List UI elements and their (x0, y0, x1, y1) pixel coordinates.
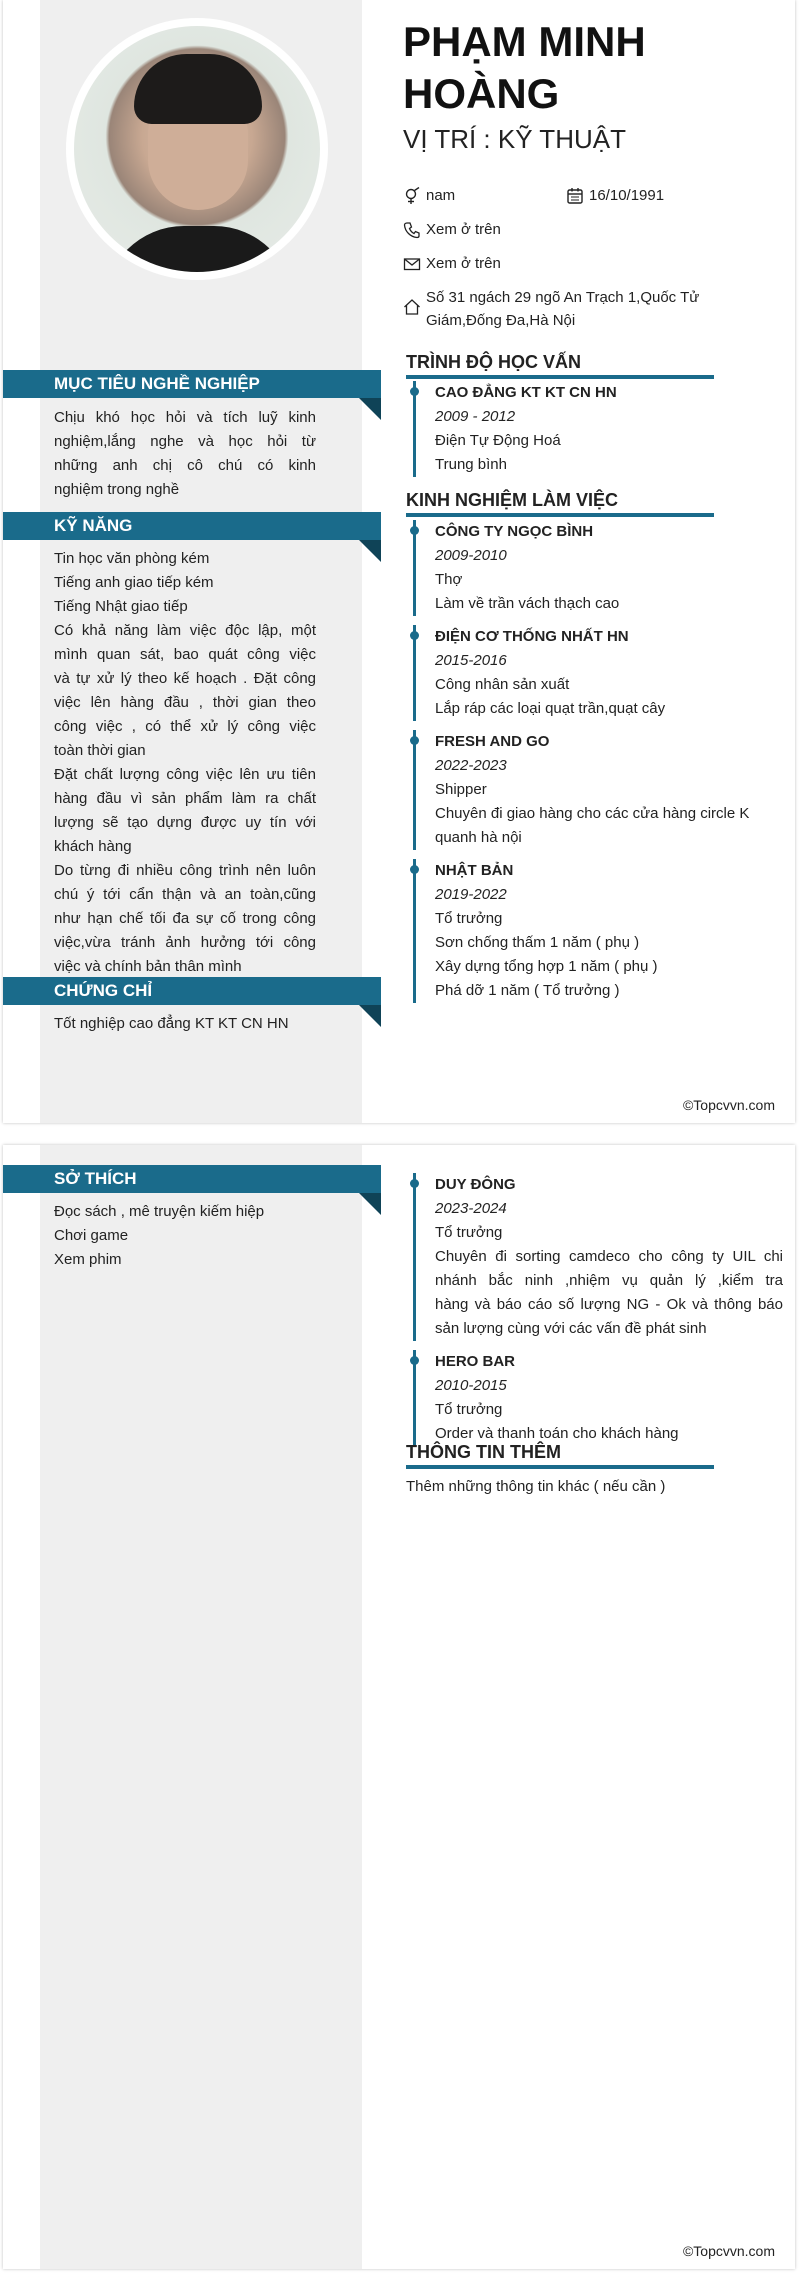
gender-value: nam (426, 187, 456, 204)
extra-info-text: Thêm những thông tin khác ( nếu cần ) (406, 1478, 666, 1495)
email-icon (403, 255, 421, 273)
experience-line: Công nhân sản xuất (435, 676, 570, 693)
cv-page-1 (3, 0, 795, 1123)
experience-line: Sơn chống thấm 1 năm ( phụ ) (435, 934, 640, 951)
certificates-title: CHỨNG CHỈ (54, 981, 153, 1000)
experience-date: 2023-2024 (435, 1200, 507, 1217)
email-value: Xem ở trên (426, 255, 501, 272)
extra-info-heading: THÔNG TIN THÊM (406, 1440, 714, 1469)
experience-date: 2022-2023 (435, 757, 507, 774)
experience-line: Order và thanh toán cho khách hàng (435, 1425, 679, 1442)
skill-line: toàn thời gian (54, 742, 146, 759)
experience-line: Tổ trưởng (435, 1224, 503, 1241)
certificate-line: Tốt nghiệp cao đẳng KT KT CN HN (54, 1015, 289, 1032)
timeline-dot (410, 387, 419, 396)
skill-line: khách hàng (54, 838, 132, 855)
skill-line: Tin học văn phòng kém (54, 550, 210, 567)
skill-line: việc,vừa tránh ảnh hưởng tới công (54, 934, 316, 951)
experience-item (413, 1350, 679, 1446)
objective-title: MỤC TIÊU NGHỀ NGHIỆP (54, 374, 260, 393)
experience-company: HERO BAR (435, 1353, 516, 1370)
experience-line: Chuyên đi giao hàng cho các cửa hàng circle K (435, 805, 750, 822)
section-skills (3, 512, 381, 540)
cv-page-2 (3, 1145, 795, 2269)
section-hobbies (3, 1165, 381, 1193)
skill-line: Do từng đi nhiều công trình nên luôn (54, 862, 316, 879)
education-item (413, 381, 617, 477)
footer-watermark: ©Topcvvn.com (682, 1097, 775, 1113)
hobbies-text (54, 1200, 316, 1272)
experience-item (413, 730, 749, 850)
skill-line: lượng sẽ tạo dựng được uy tín với (54, 814, 316, 831)
candidate-name (403, 16, 783, 120)
experience-line: Lắp ráp các loại quạt trần,quạt cây (435, 700, 666, 717)
skill-line: chú ý tới cẩn thận và an toàn,cũng (54, 886, 316, 903)
experience-line: Shipper (435, 781, 487, 798)
email-row (403, 252, 501, 275)
education-heading: TRÌNH ĐỘ HỌC VẤN (406, 350, 714, 379)
hobbies-title: SỞ THÍCH (54, 1169, 137, 1188)
phone-icon (403, 221, 421, 239)
objective-text (54, 406, 316, 502)
skill-line: công việc , có thể xử lý công việc (54, 718, 316, 735)
experience-line: Chuyên đi sorting camdeco cho công ty UIL chi (435, 1248, 783, 1265)
experience-line: sản lượng cùng với các vấn đề phát sinh (435, 1320, 707, 1337)
education-date: 2009 - 2012 (435, 408, 516, 425)
experience-line: quanh hà nội (435, 829, 522, 846)
timeline-dot (410, 1179, 419, 1188)
timeline-dot (410, 631, 419, 640)
experience-company: ĐIỆN CƠ THỐNG NHẤT HN (435, 628, 629, 645)
phone-row (403, 218, 501, 241)
footer-watermark: ©Topcvvn.com (682, 2243, 775, 2259)
objective-line: nghiệm,lắng nghe và học hỏi từ (54, 433, 316, 450)
timeline-dot (410, 1356, 419, 1365)
experience-item (413, 625, 665, 721)
experience-line: Xây dựng tổng hợp 1 năm ( phụ ) (435, 958, 658, 975)
experience-line: Phá dỡ 1 năm ( Tổ trưởng ) (435, 982, 620, 999)
hobby-line: Chơi game (54, 1227, 129, 1244)
skills-title: KỸ NĂNG (54, 516, 133, 535)
skill-line: hàng đầu vì sản phẩm làm ra chất (54, 790, 316, 807)
gender-icon (403, 187, 421, 205)
objective-line: những anh chị cô chú có kinh (54, 457, 316, 474)
timeline-dot (410, 865, 419, 874)
experience-line: Làm về trần vách thạch cao (435, 595, 620, 612)
sidebar (40, 1145, 362, 2269)
timeline-dot (410, 526, 419, 535)
education-school: CAO ĐẲNG KT KT CN HN (435, 384, 617, 401)
birthday-value: 16/10/1991 (589, 187, 665, 204)
address-line: Số 31 ngách 29 ngõ An Trạch 1,Quốc Tử (426, 289, 700, 306)
calendar-icon (566, 187, 584, 205)
hobby-line: Xem phim (54, 1251, 122, 1268)
gender-row (403, 184, 455, 207)
certificates-text (54, 1012, 316, 1036)
section-objective (3, 370, 381, 398)
objective-line: Chịu khó học hỏi và tích luỹ kinh (54, 409, 316, 426)
experience-line: nhánh bắc ninh ,nhiệm vụ quản lý ,kiểm tra (435, 1272, 783, 1289)
experience-item (413, 859, 658, 1003)
skill-line: Có khả năng làm việc độc lập, một (54, 622, 316, 639)
experience-line: Tổ trưởng (435, 910, 503, 927)
experience-date: 2010-2015 (435, 1377, 507, 1394)
experience-date: 2009-2010 (435, 547, 507, 564)
skill-line: Đặt chất lượng công việc lên ưu tiên (54, 766, 316, 783)
experience-date: 2015-2016 (435, 652, 507, 669)
experience-company: NHẬT BẢN (435, 862, 514, 879)
birthday-row (566, 184, 664, 207)
experience-line: Thợ (435, 571, 463, 588)
experience-company: DUY ĐÔNG (435, 1176, 516, 1193)
experience-item (413, 1173, 783, 1341)
address-row (403, 286, 699, 332)
skill-line: việc lên hàng đầu , thời gian theo (54, 694, 316, 711)
position-title: VỊ TRÍ : KỸ THUẬT (403, 124, 626, 154)
home-icon (403, 298, 421, 316)
experience-date: 2019-2022 (435, 886, 507, 903)
experience-line: Tổ trưởng (435, 1401, 503, 1418)
skill-line: và tự xử lý theo kế hoạch . Đặt công (54, 670, 316, 687)
timeline-dot (410, 736, 419, 745)
education-line: Điện Tự Động Hoá (435, 432, 561, 449)
experience-company: FRESH AND GO (435, 733, 550, 750)
experience-heading: KINH NGHIỆM LÀM VIỆC (406, 488, 714, 517)
skills-text (54, 547, 316, 979)
skill-line: việc và chính bản thân mình (54, 958, 242, 975)
section-certificates (3, 977, 381, 1005)
skill-line: Tiếng Nhật giao tiếp (54, 598, 188, 615)
experience-line: hàng và báo cáo số lượng NG - Ok và thông báo (435, 1296, 783, 1313)
hobby-line: Đọc sách , mê truyện kiếm hiệp (54, 1203, 265, 1220)
address-line: Giám,Đống Đa,Hà Nội (426, 312, 576, 329)
name-line: PHẠM MINH (403, 18, 646, 65)
avatar (66, 18, 328, 280)
education-line: Trung bình (435, 456, 507, 473)
skill-line: Tiếng anh giao tiếp kém (54, 574, 214, 591)
profile-photo (74, 26, 320, 272)
name-line: HOÀNG (403, 70, 560, 117)
skill-line: mình quan sát, bao quát công việc (54, 646, 316, 663)
phone-value: Xem ở trên (426, 221, 501, 238)
skill-line: như hạn chế tối đa sự cố trong công (54, 910, 316, 927)
experience-item (413, 520, 619, 616)
objective-line: nghiệm trong nghề (54, 481, 180, 498)
address-value (426, 286, 699, 332)
experience-company: CÔNG TY NGỌC BÌNH (435, 523, 594, 540)
